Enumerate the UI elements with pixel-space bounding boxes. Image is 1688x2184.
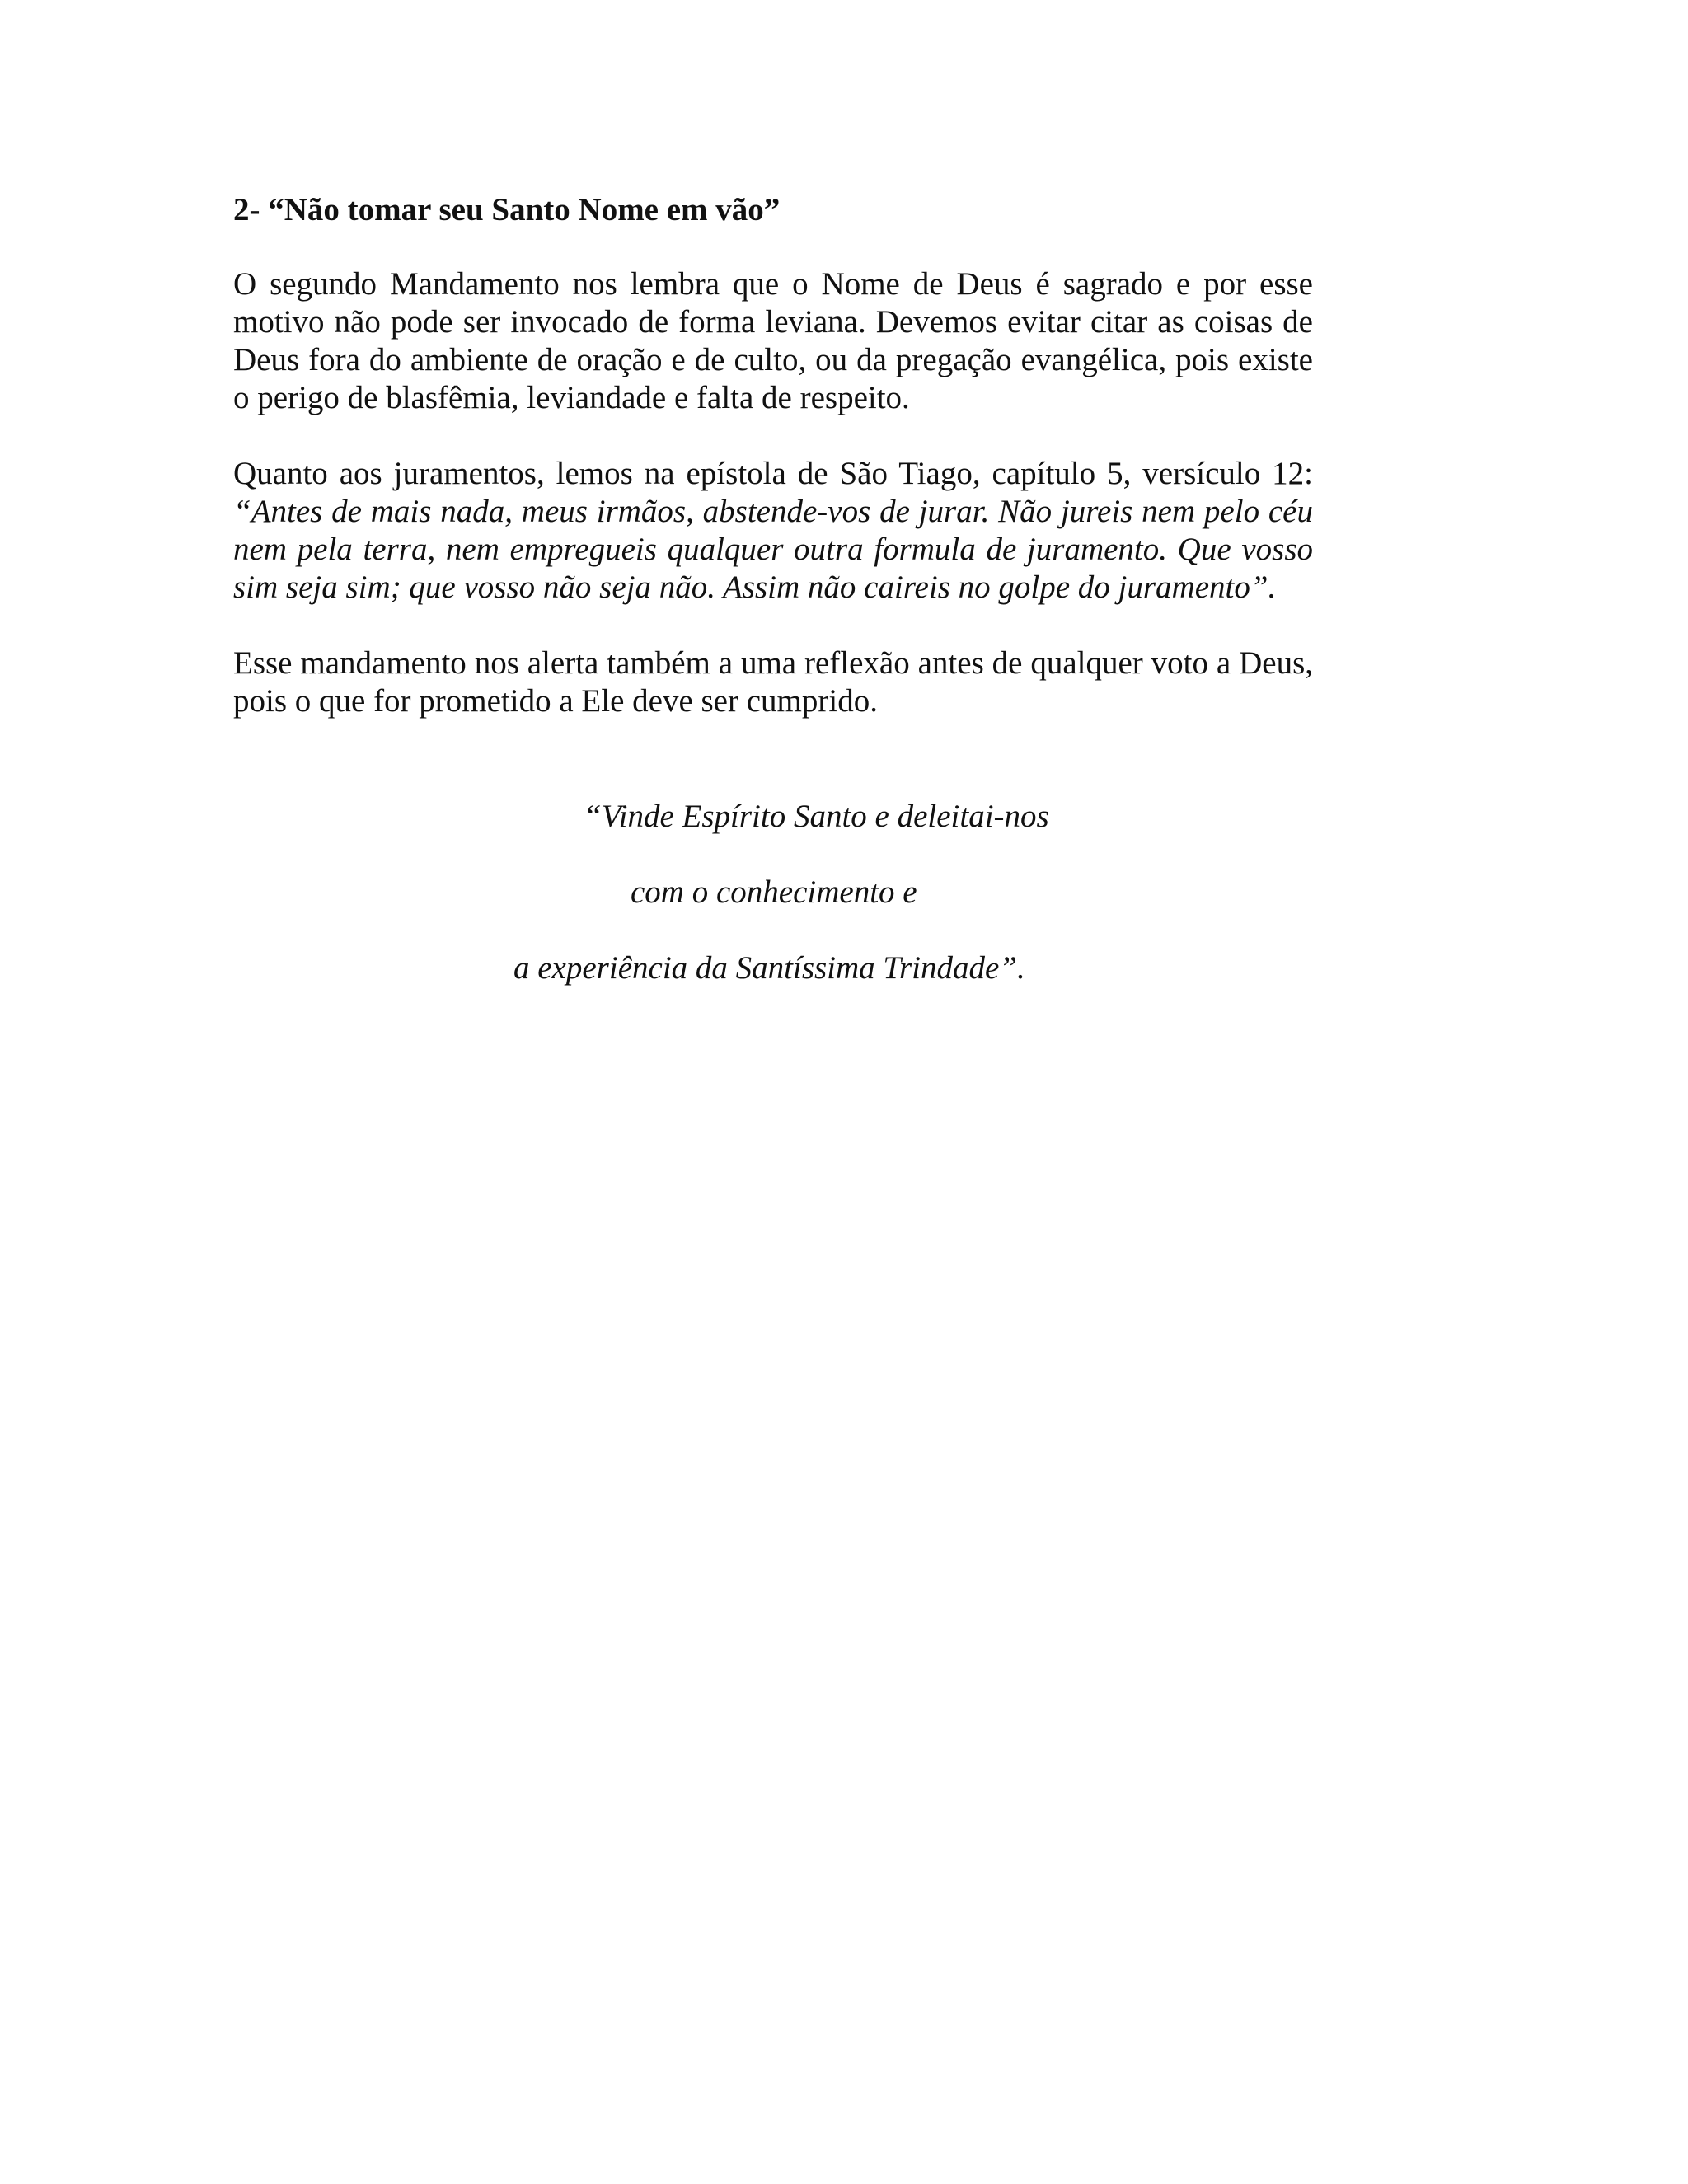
section-heading: 2- “Não tomar seu Santo Nome em vão”: [233, 192, 781, 227]
prayer-line-1: “Vinde Espírito Santo e deleitai-nos: [584, 799, 1049, 834]
paragraph-oaths: [233, 455, 1313, 607]
epistle-quote: “Antes de mais nada, meus irmãos, abstende-vos de jurar. Não jureis nem pelo céu nem pela terra, nem empregueis qualquer outra formula de juramento. Que vosso sim seja sim; que vosso não seja não. Assim não caireis no golpe do juramento”.: [233, 494, 1313, 605]
oaths-intro-text: Quanto aos juramentos, lemos na epístola de São Tiago, capítulo 5, versículo 12:: [233, 456, 1313, 491]
prayer-line-2: com o conhecimento e: [631, 874, 917, 910]
document-body: [233, 191, 1313, 758]
prayer-line-3: a experiência da Santíssima Trindade”.: [513, 950, 1025, 986]
paragraph-name-of-god: O segundo Mandamento nos lembra que o Nome de Deus é sagrado e por esse motivo não pode ser invocado de forma leviana. Devemos evitar citar as coisas de Deus fora do ambiente de oração e de culto, ou da pregação evangélica, pois existe o perigo de blasfêmia, leviandade e falta de respeito.: [233, 266, 1313, 415]
paragraph-vows: Esse mandamento nos alerta também a uma reflexão antes de qualquer voto a Deus, pois o que for prometido a Ele deve ser cumprido.: [233, 645, 1313, 719]
